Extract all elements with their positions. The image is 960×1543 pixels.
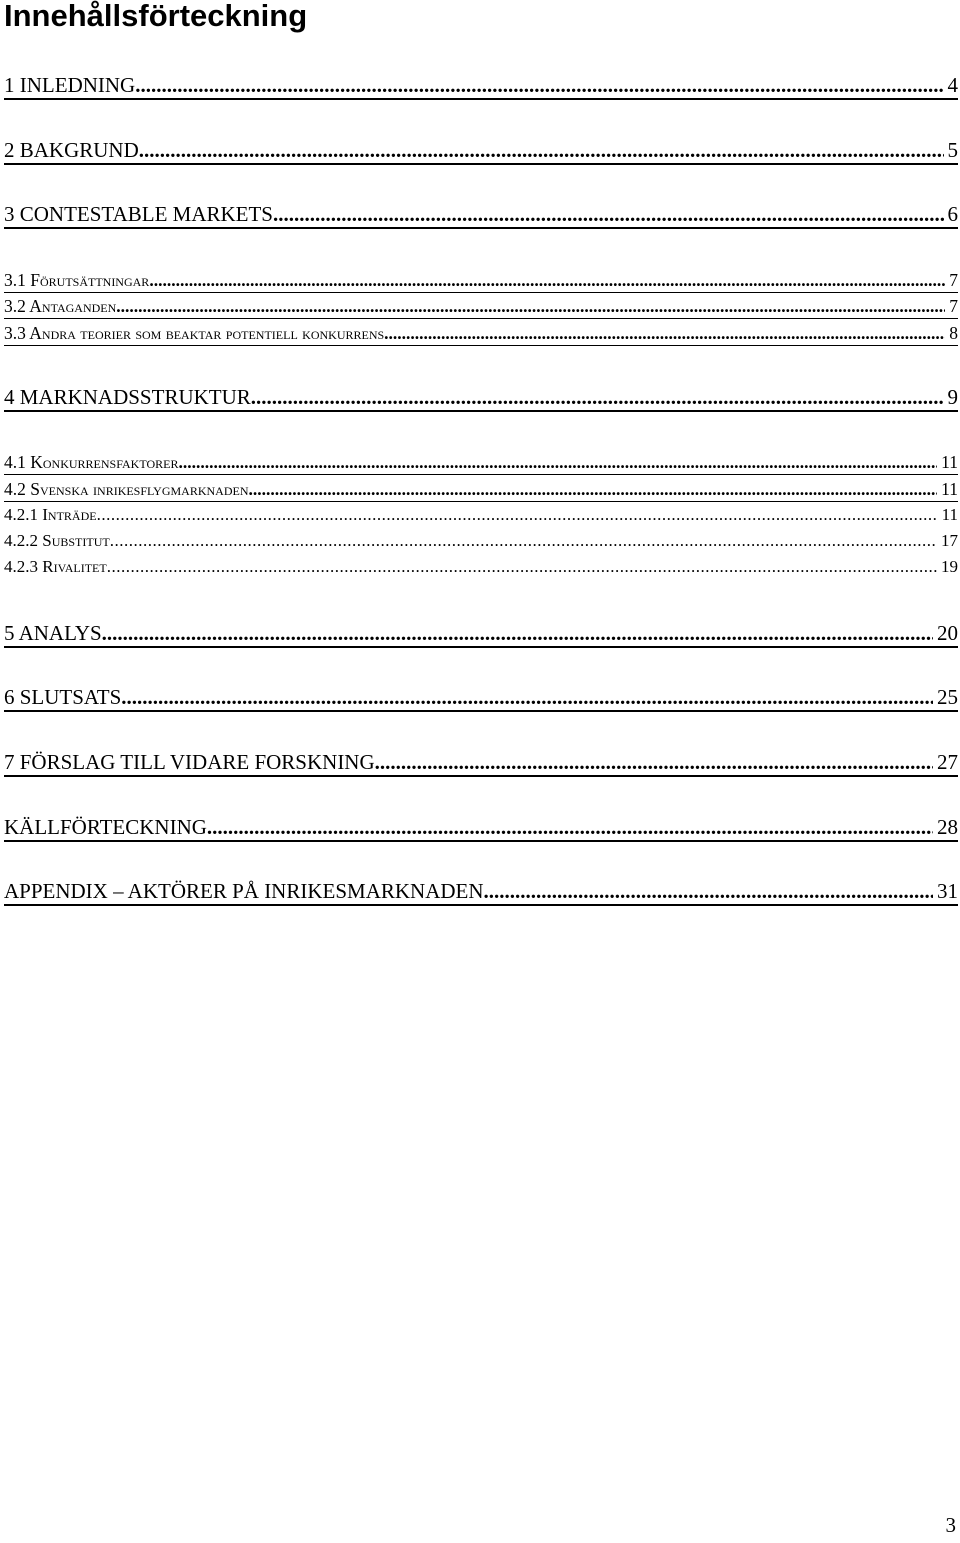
toc-entry-label: 4.2.3 Rivalitet bbox=[4, 557, 107, 576]
dot-leader bbox=[384, 321, 945, 345]
dot-leader bbox=[121, 684, 933, 710]
dot-leader bbox=[207, 814, 933, 840]
toc-entry-antaganden[interactable] bbox=[4, 294, 958, 319]
dot-leader bbox=[375, 749, 933, 775]
toc-entry-intrade[interactable] bbox=[4, 503, 958, 527]
toc-entry-label: 3.3 Andra teorier som beaktar potentiell konkurrens bbox=[4, 323, 385, 343]
toc-entry-page: 4 bbox=[947, 73, 958, 97]
toc-entry-kallforteckning[interactable] bbox=[4, 814, 958, 842]
toc-entry-marknadsstruktur[interactable] bbox=[4, 384, 958, 412]
dot-leader bbox=[97, 503, 938, 527]
toc-entry-konkurrensfaktorer[interactable] bbox=[4, 450, 958, 475]
dot-leader bbox=[102, 620, 933, 646]
page-title: Innehållsförteckning bbox=[4, 0, 308, 33]
dot-leader bbox=[178, 450, 937, 474]
toc-entry-label: 4.2.2 Substitut bbox=[4, 531, 110, 550]
toc-entry-page: 19 bbox=[941, 557, 958, 576]
toc-entry-label: 4 MARKNADSSTRUKTUR bbox=[4, 385, 251, 409]
toc-entry-page: 25 bbox=[937, 685, 958, 709]
toc-entry-inledning[interactable] bbox=[4, 72, 958, 100]
toc-entry-appendix[interactable] bbox=[4, 878, 958, 906]
toc-entry-page: 11 bbox=[941, 479, 958, 499]
toc-entry-label: 3.1 Förutsättningar bbox=[4, 270, 150, 290]
dot-leader bbox=[249, 477, 938, 501]
toc-entry-label: 2 BAKGRUND bbox=[4, 138, 139, 162]
toc-entry-label: 3 CONTESTABLE MARKETS bbox=[4, 202, 273, 226]
toc-entry-andra-teorier[interactable] bbox=[4, 321, 958, 346]
dot-leader bbox=[273, 201, 944, 227]
dot-leader bbox=[110, 529, 937, 553]
toc-entry-analys[interactable] bbox=[4, 620, 958, 648]
toc-entry-label: 4.1 Konkurrensfaktorer bbox=[4, 452, 179, 472]
toc-entry-page: 6 bbox=[947, 202, 958, 226]
toc-entry-page: 28 bbox=[937, 815, 958, 839]
toc-entry-page: 7 bbox=[949, 270, 958, 290]
toc-entry-forslag-vidare-forskning[interactable] bbox=[4, 749, 958, 777]
toc-entry-page: 31 bbox=[937, 879, 958, 903]
toc-entry-label: 1 INLEDNING bbox=[4, 73, 136, 97]
toc-entry-label: APPENDIX – AKTÖRER PÅ INRIKESMARKNADEN bbox=[4, 879, 484, 903]
toc-entry-label: 6 SLUTSATS bbox=[4, 685, 122, 709]
dot-leader bbox=[107, 555, 937, 579]
toc-entry-label: KÄLLFÖRTECKNING bbox=[4, 815, 207, 839]
toc-entry-label: 3.2 Antaganden bbox=[4, 296, 117, 316]
toc-entry-page: 11 bbox=[941, 452, 958, 472]
toc-entry-page: 7 bbox=[949, 296, 958, 316]
toc-entry-slutsats[interactable] bbox=[4, 684, 958, 712]
toc-entry-page: 9 bbox=[947, 385, 958, 409]
toc-entry-bakgrund[interactable] bbox=[4, 137, 958, 165]
toc-entry-page: 27 bbox=[937, 750, 958, 774]
toc-entry-page: 11 bbox=[941, 505, 958, 524]
toc-entry-forutsattningar[interactable] bbox=[4, 268, 958, 293]
dot-leader bbox=[149, 268, 945, 292]
toc-entry-substitut[interactable] bbox=[4, 529, 958, 553]
toc-entry-page: 17 bbox=[941, 531, 958, 550]
dot-leader bbox=[135, 72, 943, 98]
toc-entry-contestable-markets[interactable] bbox=[4, 201, 958, 229]
toc-entry-page: 5 bbox=[947, 138, 958, 162]
toc-entry-page: 8 bbox=[949, 323, 958, 343]
dot-leader bbox=[139, 137, 944, 163]
dot-leader bbox=[251, 384, 944, 410]
toc-entry-rivalitet[interactable] bbox=[4, 555, 958, 579]
toc-entry-page: 20 bbox=[937, 621, 958, 645]
dot-leader bbox=[116, 294, 945, 318]
toc-entry-label: 7 FÖRSLAG TILL VIDARE FORSKNING bbox=[4, 750, 375, 774]
toc-entry-label: 5 ANALYS bbox=[4, 621, 102, 645]
dot-leader bbox=[484, 878, 933, 904]
toc-entry-label: 4.2 Svenska inrikesflygmarknaden bbox=[4, 479, 249, 499]
toc-entry-label: 4.2.1 Inträde bbox=[4, 505, 97, 524]
page-number: 3 bbox=[945, 1513, 956, 1537]
toc-entry-svenska-inrikesflygmarknaden[interactable] bbox=[4, 477, 958, 502]
